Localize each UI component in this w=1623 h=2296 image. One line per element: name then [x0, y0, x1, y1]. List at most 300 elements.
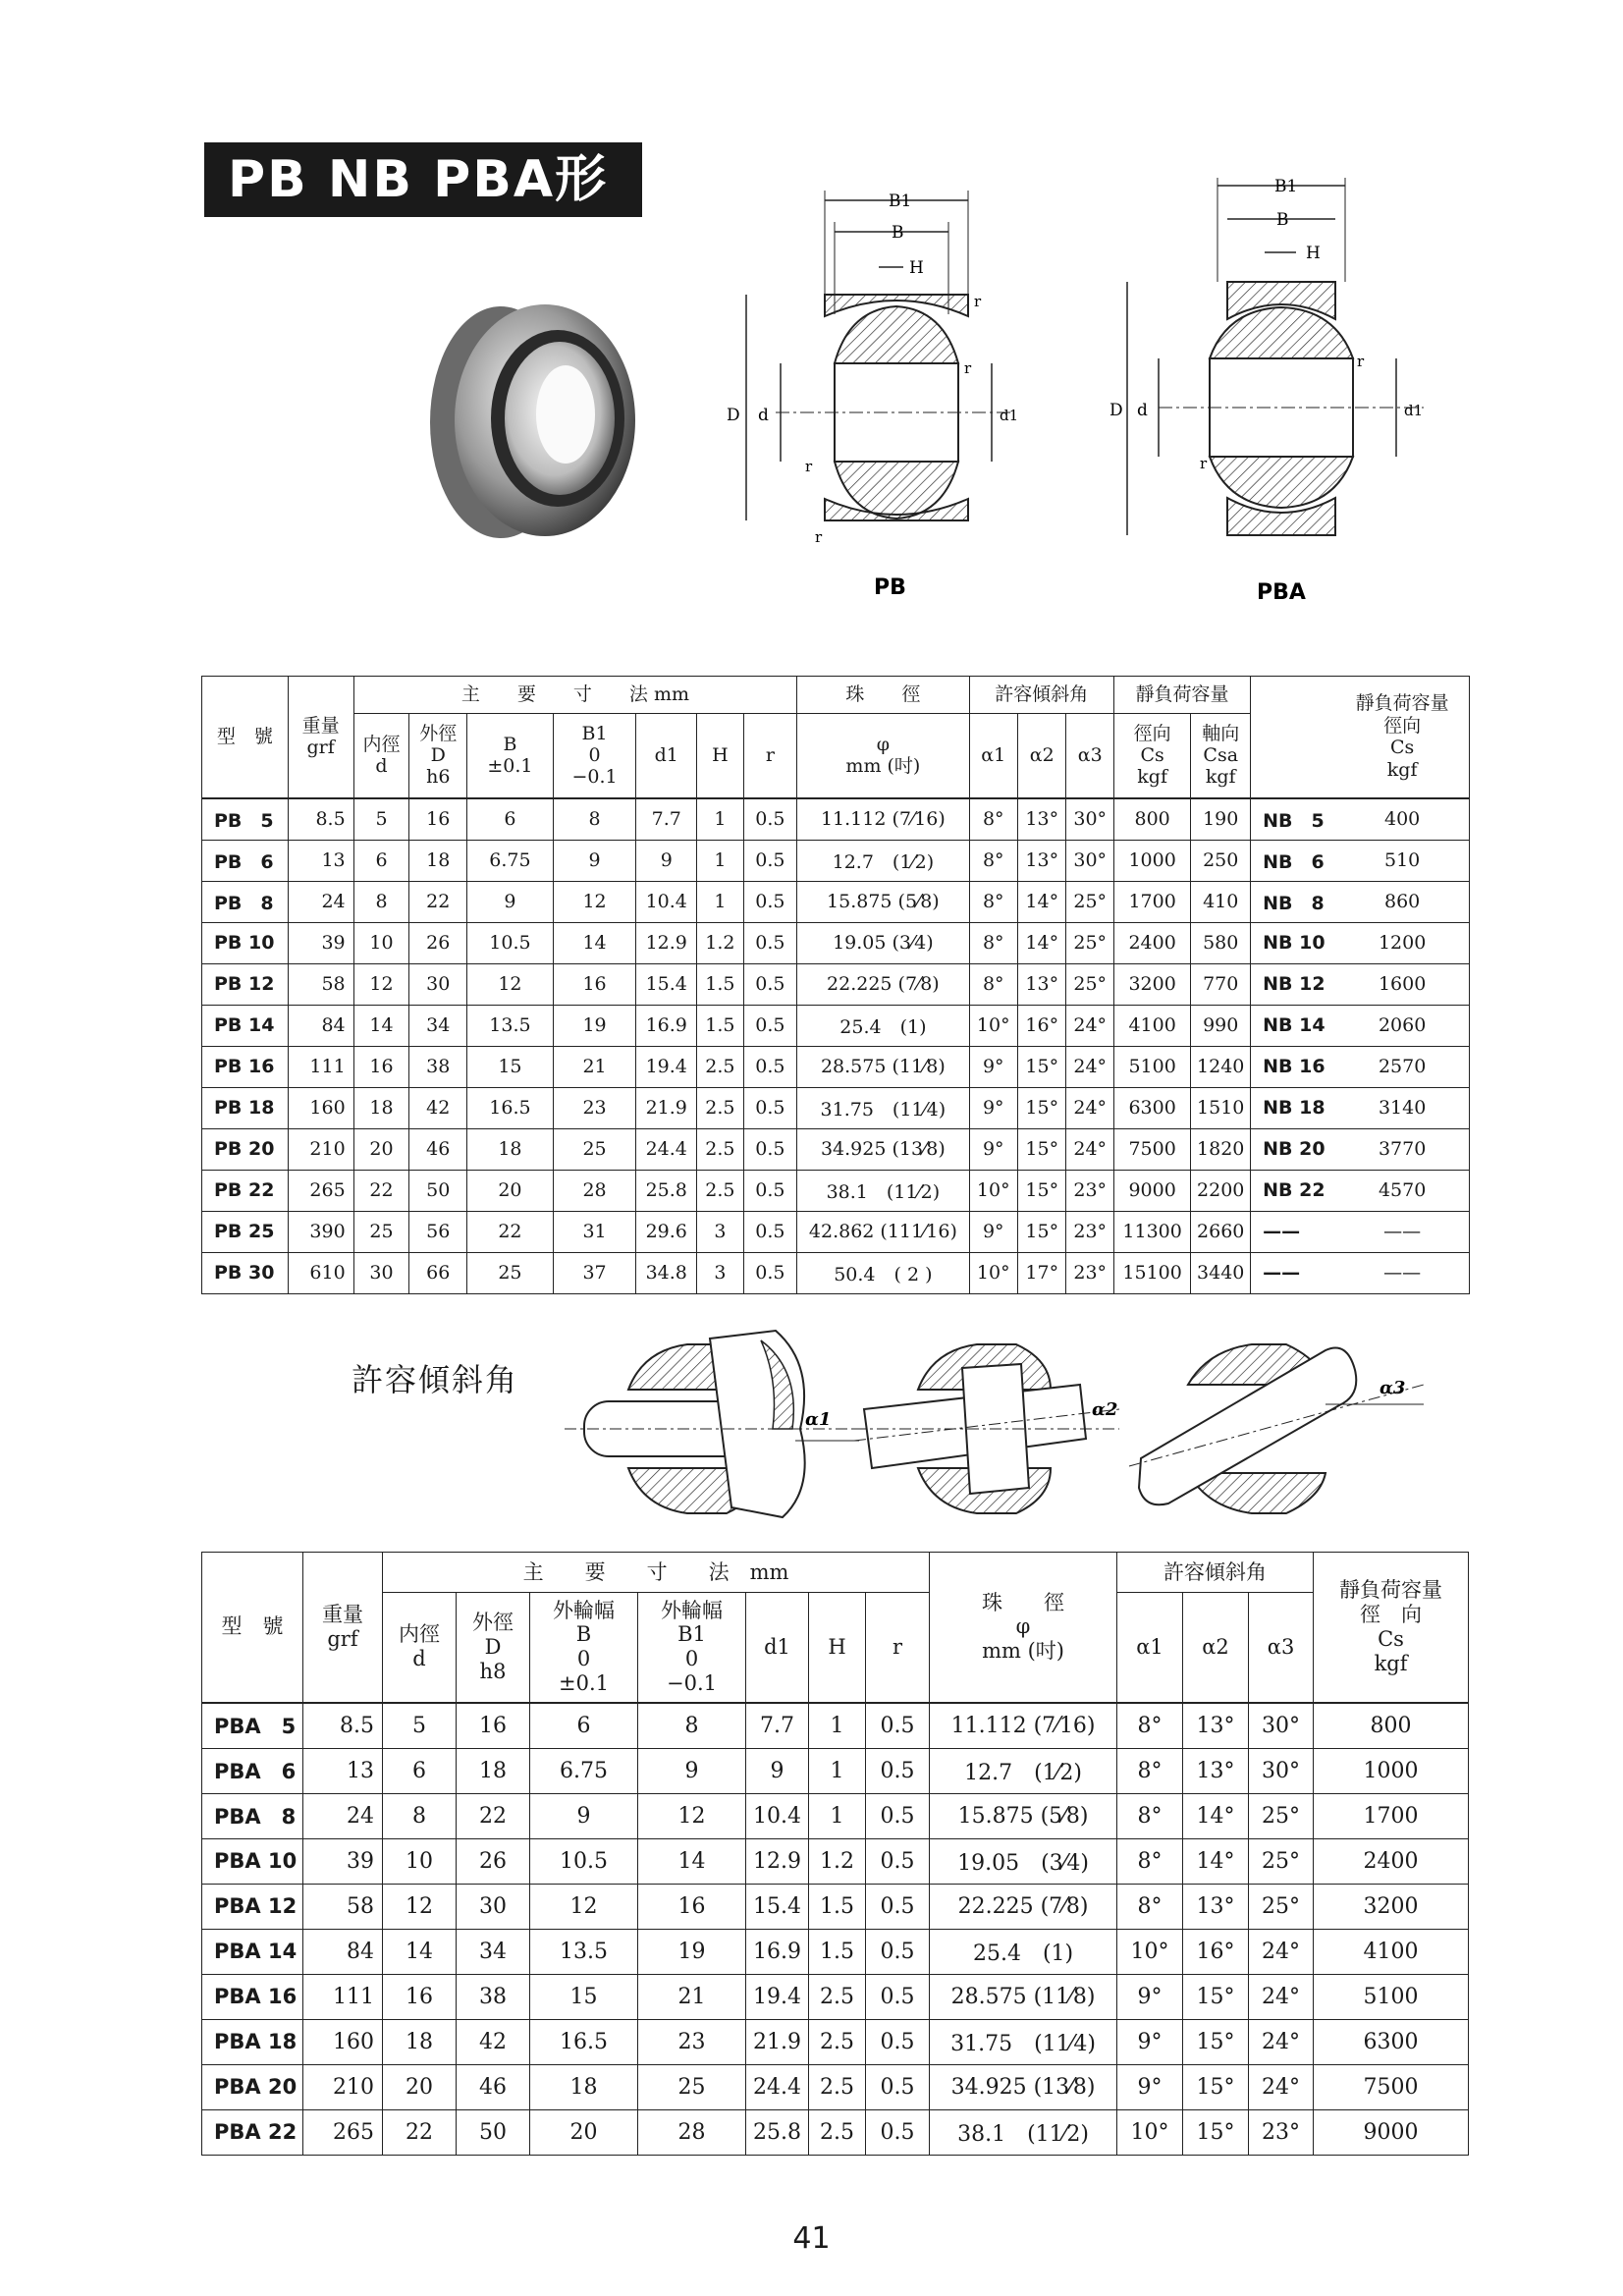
- tilt-angle-title: 許容傾斜角: [352, 1361, 519, 1398]
- pba-b-cell: 15: [530, 1974, 638, 2019]
- pba-h-cell: 1.2: [809, 1838, 866, 1884]
- pb-a1-cell: 8°: [969, 881, 1017, 922]
- pb-dim-b1: B1: [889, 191, 912, 211]
- pba-ball-cell: 15.875 (5⁄8): [930, 1793, 1117, 1838]
- pba-inner-cell: 8: [383, 1793, 457, 1838]
- pba-a3-cell: 24°: [1249, 2064, 1314, 2109]
- pb-col-radial: 徑向 Cs kgf: [1113, 714, 1190, 798]
- pba-d1-cell: 10.4: [746, 1793, 809, 1838]
- pb-weight-cell: 610: [288, 1252, 353, 1293]
- pb-ball-cell: 15.875 (5⁄8): [797, 881, 969, 922]
- pb-a1-cell: 9°: [969, 1087, 1017, 1128]
- pba-model-cell: PBA 20: [202, 2064, 303, 2109]
- pb-a1-cell: 9°: [969, 1128, 1017, 1170]
- pba-weight-cell: 160: [303, 2019, 383, 2064]
- pb-outer-cell: 66: [409, 1252, 467, 1293]
- pba-weight-cell: 58: [303, 1884, 383, 1929]
- pb-d1-cell: 9: [636, 840, 697, 881]
- pba-d1-cell: 19.4: [746, 1974, 809, 2019]
- pb-csa-cell: 250: [1191, 840, 1251, 881]
- pb-a3-cell: 24°: [1066, 1005, 1113, 1046]
- pb-nb-cs-cell: 1600: [1335, 963, 1469, 1005]
- pb-cs-cell: 6300: [1113, 1087, 1190, 1128]
- pb-a3-cell: 25°: [1066, 963, 1113, 1005]
- pba-outer-cell: 26: [457, 1838, 530, 1884]
- pba-ball-cell: 22.225 (7⁄8): [930, 1884, 1117, 1929]
- pb-r-cell: 0.5: [743, 1046, 797, 1087]
- pb-col-a2: α2: [1018, 714, 1066, 798]
- pb-inner-cell: 22: [353, 1170, 409, 1211]
- table-row: [202, 1793, 1469, 1838]
- pb-a3-cell: 25°: [1066, 881, 1113, 922]
- pb-model-cell: PB 10: [202, 922, 289, 963]
- pb-nb-cs-cell: 3140: [1335, 1087, 1469, 1128]
- pba-b-cell: 18: [530, 2064, 638, 2109]
- pb-cs-cell: 15100: [1113, 1252, 1190, 1293]
- pb-outer-cell: 42: [409, 1087, 467, 1128]
- pb-b1-cell: 8: [553, 798, 636, 841]
- pba-cs-cell: 800: [1314, 1703, 1469, 1749]
- pb-b-cell: 25: [467, 1252, 554, 1293]
- pb-model-cell: PB 16: [202, 1046, 289, 1087]
- pba-weight-cell: 13: [303, 1748, 383, 1793]
- pba-cs-cell: 9000: [1314, 2109, 1469, 2155]
- pba-r-cell: 0.5: [866, 1929, 930, 1974]
- pb-nb-cs-cell: 1200: [1335, 922, 1469, 963]
- pba-d1-cell: 12.9: [746, 1838, 809, 1884]
- pb-figure-label: PB: [874, 575, 906, 600]
- pb-drawing: [717, 177, 1019, 609]
- pb-a2-cell: 15°: [1018, 1170, 1066, 1211]
- pb-b1-cell: 28: [553, 1170, 636, 1211]
- pb-r-cell: 0.5: [743, 1128, 797, 1170]
- pb-nb-cs-cell: 4570: [1335, 1170, 1469, 1211]
- tilt-label-a3: α3: [1380, 1378, 1406, 1398]
- pba-d1-cell: 25.8: [746, 2109, 809, 2155]
- pb-weight-cell: 13: [288, 840, 353, 881]
- pba-figure-label: PBA: [1257, 580, 1306, 605]
- pb-a1-cell: 9°: [969, 1046, 1017, 1087]
- pb-nb-model-cell: NB 22: [1251, 1170, 1336, 1211]
- table-row: [202, 1884, 1469, 1929]
- pb-a3-cell: 30°: [1066, 840, 1113, 881]
- pb-b1-cell: 12: [553, 881, 636, 922]
- pba-a3-cell: 25°: [1249, 1838, 1314, 1884]
- pba-a1-cell: 9°: [1117, 1974, 1183, 2019]
- pb-table-body: [202, 798, 1470, 1294]
- pb-ball-cell: 25.4 (1): [797, 1005, 969, 1046]
- pb-weight-cell: 160: [288, 1087, 353, 1128]
- pb-ball-cell: 34.925 (13⁄8): [797, 1128, 969, 1170]
- pb-nb-model-cell: NB 16: [1251, 1046, 1336, 1087]
- pb-inner-cell: 14: [353, 1005, 409, 1046]
- pb-r-cell: 0.5: [743, 840, 797, 881]
- pba-weight-cell: 24: [303, 1793, 383, 1838]
- pb-b-cell: 20: [467, 1170, 554, 1211]
- pba-spec-table: [201, 1552, 1469, 2156]
- pba-cs-cell: 1000: [1314, 1748, 1469, 1793]
- table-row: [202, 1703, 1469, 1749]
- pba-dim-D: D: [1109, 401, 1123, 420]
- pb-d1-cell: 21.9: [636, 1087, 697, 1128]
- pb-col-b: B ±0.1: [467, 714, 554, 798]
- pba-h-cell: 1.5: [809, 1929, 866, 1974]
- pb-dim-D: D: [727, 406, 740, 425]
- pba-col-outer: 外徑 D h8: [457, 1593, 530, 1703]
- table-row: [202, 881, 1470, 922]
- pba-a2-cell: 15°: [1183, 2064, 1249, 2109]
- pba-d1-cell: 16.9: [746, 1929, 809, 1974]
- pb-r-cell: 0.5: [743, 1005, 797, 1046]
- pb-dim-d: d: [758, 406, 769, 425]
- pb-col-b1: B1 0 −0.1: [553, 714, 636, 798]
- pba-outer-cell: 18: [457, 1748, 530, 1793]
- pb-r-cell: 0.5: [743, 1170, 797, 1211]
- pb-col-nb-static: 靜負荷容量 徑向 Cs kgf: [1335, 677, 1469, 798]
- pb-b1-cell: 19: [553, 1005, 636, 1046]
- pb-h-cell: 2.5: [697, 1170, 743, 1211]
- pba-a2-cell: 14°: [1183, 1838, 1249, 1884]
- pba-a3-cell: 25°: [1249, 1884, 1314, 1929]
- pb-inner-cell: 16: [353, 1046, 409, 1087]
- pba-col-inner: 内徑 d: [383, 1593, 457, 1703]
- pba-ball-cell: 28.575 (11⁄8): [930, 1974, 1117, 2019]
- pba-outer-cell: 30: [457, 1884, 530, 1929]
- pb-outer-cell: 30: [409, 963, 467, 1005]
- pba-inner-cell: 22: [383, 2109, 457, 2155]
- pba-a1-cell: 9°: [1117, 2064, 1183, 2109]
- pb-d1-cell: 24.4: [636, 1128, 697, 1170]
- pba-model-cell: PBA 12: [202, 1884, 303, 1929]
- pba-inner-cell: 16: [383, 1974, 457, 2019]
- tilt-diagram-3: [1129, 1344, 1424, 1513]
- pb-csa-cell: 2660: [1191, 1211, 1251, 1252]
- pb-outer-cell: 50: [409, 1170, 467, 1211]
- pb-a1-cell: 10°: [969, 1252, 1017, 1293]
- pb-ball-cell: 19.05 (3⁄4): [797, 922, 969, 963]
- pb-weight-cell: 265: [288, 1170, 353, 1211]
- pb-a2-cell: 17°: [1018, 1252, 1066, 1293]
- tilt-diagram-1: [565, 1331, 859, 1517]
- pb-inner-cell: 25: [353, 1211, 409, 1252]
- pb-col-r: r: [743, 714, 797, 798]
- pba-r-cell: 0.5: [866, 2109, 930, 2155]
- pba-ball-cell: 19.05 (3⁄4): [930, 1838, 1117, 1884]
- pba-ball-cell: 11.112 (7⁄16): [930, 1703, 1117, 1749]
- pb-dim-r: r: [964, 359, 972, 377]
- pb-cs-cell: 9000: [1113, 1170, 1190, 1211]
- pba-a1-cell: 9°: [1117, 2019, 1183, 2064]
- pb-col-h: H: [697, 714, 743, 798]
- pb-h-cell: 2.5: [697, 1046, 743, 1087]
- pb-nb-model-cell: ——: [1251, 1211, 1336, 1252]
- pb-ball-cell: 12.7 (1⁄2): [797, 840, 969, 881]
- pb-h-cell: 3: [697, 1211, 743, 1252]
- pb-inner-cell: 5: [353, 798, 409, 841]
- pb-csa-cell: 1240: [1191, 1046, 1251, 1087]
- table-row: [202, 2019, 1469, 2064]
- pba-r-cell: 0.5: [866, 1793, 930, 1838]
- pb-a3-cell: 24°: [1066, 1046, 1113, 1087]
- pba-a1-cell: 8°: [1117, 1838, 1183, 1884]
- pb-nb-cs-cell: 2060: [1335, 1005, 1469, 1046]
- pba-model-cell: PBA 6: [202, 1748, 303, 1793]
- pb-inner-cell: 8: [353, 881, 409, 922]
- pb-model-cell: PB 30: [202, 1252, 289, 1293]
- pba-dim-b: B: [1276, 210, 1289, 230]
- pb-ball-cell: 38.1 (11⁄2): [797, 1170, 969, 1211]
- table-row: [202, 1170, 1470, 1211]
- pba-b-cell: 16.5: [530, 2019, 638, 2064]
- pba-a2-cell: 15°: [1183, 1974, 1249, 2019]
- pb-cs-cell: 800: [1113, 798, 1190, 841]
- pb-a1-cell: 10°: [969, 1170, 1017, 1211]
- table-row: [202, 1046, 1470, 1087]
- table-row: [202, 2109, 1469, 2155]
- pba-col-b1: 外輪幅 B1 0 −0.1: [638, 1593, 746, 1703]
- pba-weight-cell: 265: [303, 2109, 383, 2155]
- pb-model-cell: PB 12: [202, 963, 289, 1005]
- pb-a2-cell: 15°: [1018, 1046, 1066, 1087]
- pba-h-cell: 2.5: [809, 2064, 866, 2109]
- pba-cs-cell: 4100: [1314, 1929, 1469, 1974]
- pba-outer-cell: 22: [457, 1793, 530, 1838]
- pba-b1-cell: 23: [638, 2019, 746, 2064]
- pba-inner-cell: 6: [383, 1748, 457, 1793]
- table-row: [202, 1211, 1470, 1252]
- pba-a3-cell: 25°: [1249, 1793, 1314, 1838]
- pb-ball-cell: 42.862 (111⁄16): [797, 1211, 969, 1252]
- pb-col-main-dims: 主 要 寸 法 mm: [353, 677, 797, 714]
- pba-model-cell: PBA 5: [202, 1703, 303, 1749]
- pb-r-cell: 0.5: [743, 1252, 797, 1293]
- pb-nb-cs-cell: 3770: [1335, 1128, 1469, 1170]
- pb-cs-cell: 1700: [1113, 881, 1190, 922]
- pba-ball-cell: 38.1 (11⁄2): [930, 2109, 1117, 2155]
- pb-a2-cell: 13°: [1018, 963, 1066, 1005]
- pb-b-cell: 6: [467, 798, 554, 841]
- pba-b1-cell: 25: [638, 2064, 746, 2109]
- pb-cs-cell: 7500: [1113, 1128, 1190, 1170]
- pba-a3-cell: 23°: [1249, 2109, 1314, 2155]
- pb-spec-table: [201, 676, 1470, 1294]
- table-row: [202, 1128, 1470, 1170]
- pba-ball-cell: 34.925 (13⁄8): [930, 2064, 1117, 2109]
- pb-ball-cell: 11.112 (7⁄16): [797, 798, 969, 841]
- pba-a3-cell: 24°: [1249, 1974, 1314, 2019]
- pba-a1-cell: 8°: [1117, 1884, 1183, 1929]
- pb-outer-cell: 34: [409, 1005, 467, 1046]
- pb-model-cell: PB 5: [202, 798, 289, 841]
- pba-weight-cell: 39: [303, 1838, 383, 1884]
- pba-outer-cell: 50: [457, 2109, 530, 2155]
- pb-dim-r: r: [974, 293, 982, 310]
- pb-model-cell: PB 6: [202, 840, 289, 881]
- pba-a3-cell: 24°: [1249, 1929, 1314, 1974]
- pb-r-cell: 0.5: [743, 881, 797, 922]
- pb-inner-cell: 18: [353, 1087, 409, 1128]
- pb-inner-cell: 20: [353, 1128, 409, 1170]
- pb-col-axial: 軸向 Csa kgf: [1191, 714, 1251, 798]
- pba-dim-h: H: [1306, 244, 1321, 263]
- pb-a2-cell: 14°: [1018, 922, 1066, 963]
- bearing-photo: [412, 285, 648, 550]
- pb-a3-cell: 24°: [1066, 1128, 1113, 1170]
- pba-ball-cell: 25.4 (1): [930, 1929, 1117, 1974]
- pb-csa-cell: 410: [1191, 881, 1251, 922]
- pb-outer-cell: 38: [409, 1046, 467, 1087]
- pb-col-d1: d1: [636, 714, 697, 798]
- pba-h-cell: 1.5: [809, 1884, 866, 1929]
- pba-b1-cell: 8: [638, 1703, 746, 1749]
- table-row: [202, 1087, 1470, 1128]
- pba-inner-cell: 12: [383, 1884, 457, 1929]
- pb-a2-cell: 14°: [1018, 881, 1066, 922]
- pba-outer-cell: 46: [457, 2064, 530, 2109]
- pba-a1-cell: 8°: [1117, 1703, 1183, 1749]
- table-row: [202, 2064, 1469, 2109]
- pba-col-main-dims: 主 要 寸 法 mm: [383, 1553, 930, 1593]
- table-row: [202, 922, 1470, 963]
- pba-b1-cell: 9: [638, 1748, 746, 1793]
- pba-dim-d: d: [1137, 401, 1148, 420]
- pba-ball-cell: 31.75 (11⁄4): [930, 2019, 1117, 2064]
- pba-col-a3: α3: [1249, 1593, 1314, 1703]
- pb-r-cell: 0.5: [743, 963, 797, 1005]
- pb-h-cell: 2.5: [697, 1128, 743, 1170]
- pb-csa-cell: 2200: [1191, 1170, 1251, 1211]
- pb-h-cell: 1.2: [697, 922, 743, 963]
- pb-csa-cell: 190: [1191, 798, 1251, 841]
- pb-nb-cs-cell: ——: [1335, 1211, 1469, 1252]
- pba-a2-cell: 15°: [1183, 2019, 1249, 2064]
- table-row: [202, 1929, 1469, 1974]
- pb-nb-model-cell: NB 5: [1251, 798, 1336, 841]
- pb-model-cell: PB 22: [202, 1170, 289, 1211]
- pb-outer-cell: 26: [409, 922, 467, 963]
- pba-col-a2: α2: [1183, 1593, 1249, 1703]
- pb-b-cell: 12: [467, 963, 554, 1005]
- pb-csa-cell: 990: [1191, 1005, 1251, 1046]
- pba-d1-cell: 21.9: [746, 2019, 809, 2064]
- pba-model-cell: PBA 22: [202, 2109, 303, 2155]
- pb-a1-cell: 8°: [969, 798, 1017, 841]
- pba-col-tilt: 許容傾斜角: [1117, 1553, 1314, 1593]
- pba-a3-cell: 30°: [1249, 1703, 1314, 1749]
- pb-a3-cell: 23°: [1066, 1170, 1113, 1211]
- pba-col-h: H: [809, 1593, 866, 1703]
- pb-d1-cell: 12.9: [636, 922, 697, 963]
- table-row: [202, 1838, 1469, 1884]
- pba-dim-b1: B1: [1274, 177, 1298, 196]
- pb-outer-cell: 18: [409, 840, 467, 881]
- pb-nb-model-cell: NB 6: [1251, 840, 1336, 881]
- pb-dim-b: B: [892, 223, 904, 243]
- pb-a3-cell: 30°: [1066, 798, 1113, 841]
- pb-h-cell: 2.5: [697, 1087, 743, 1128]
- pb-csa-cell: 1510: [1191, 1087, 1251, 1128]
- pba-col-static: 靜負荷容量 徑 向 Cs kgf: [1314, 1553, 1469, 1703]
- pb-inner-cell: 30: [353, 1252, 409, 1293]
- pb-a2-cell: 15°: [1018, 1211, 1066, 1252]
- pba-dim-r: r: [1200, 455, 1208, 472]
- pb-weight-cell: 111: [288, 1046, 353, 1087]
- tilt-angle-diagrams: [565, 1331, 1429, 1532]
- pba-r-cell: 0.5: [866, 1974, 930, 2019]
- tilt-label-a1: α1: [805, 1409, 832, 1430]
- pba-h-cell: 2.5: [809, 2109, 866, 2155]
- pba-r-cell: 0.5: [866, 1703, 930, 1749]
- pb-inner-cell: 12: [353, 963, 409, 1005]
- tilt-label-a2: α2: [1092, 1399, 1118, 1420]
- pb-col-ball-unit: φ mm (吋): [797, 714, 969, 798]
- pba-dim-d1: d1: [1404, 402, 1424, 419]
- pb-a1-cell: 8°: [969, 922, 1017, 963]
- pb-b1-cell: 31: [553, 1211, 636, 1252]
- pba-col-d1: d1: [746, 1593, 809, 1703]
- pb-csa-cell: 770: [1191, 963, 1251, 1005]
- pba-col-b: 外輪幅 B 0 ±0.1: [530, 1593, 638, 1703]
- pb-dim-r: r: [815, 528, 823, 546]
- pba-cs-cell: 3200: [1314, 1884, 1469, 1929]
- pb-d1-cell: 16.9: [636, 1005, 697, 1046]
- pba-table-body: [202, 1703, 1469, 2156]
- pb-a2-cell: 15°: [1018, 1128, 1066, 1170]
- pb-inner-cell: 10: [353, 922, 409, 963]
- pb-b1-cell: 9: [553, 840, 636, 881]
- pba-a2-cell: 16°: [1183, 1929, 1249, 1974]
- pba-b-cell: 10.5: [530, 1838, 638, 1884]
- pb-nb-model-cell: ——: [1251, 1252, 1336, 1293]
- pba-d1-cell: 15.4: [746, 1884, 809, 1929]
- pba-h-cell: 1: [809, 1793, 866, 1838]
- pb-col-outer: 外徑 D h6: [409, 714, 467, 798]
- pb-model-cell: PB 20: [202, 1128, 289, 1170]
- pb-a2-cell: 16°: [1018, 1005, 1066, 1046]
- pba-a3-cell: 30°: [1249, 1748, 1314, 1793]
- pb-h-cell: 1: [697, 840, 743, 881]
- pb-col-nb: [1251, 677, 1336, 798]
- pb-d1-cell: 15.4: [636, 963, 697, 1005]
- pb-b-cell: 18: [467, 1128, 554, 1170]
- pb-model-cell: PB 18: [202, 1087, 289, 1128]
- pba-model-cell: PBA 10: [202, 1838, 303, 1884]
- pba-h-cell: 2.5: [809, 2019, 866, 2064]
- pba-col-r: r: [866, 1593, 930, 1703]
- pb-outer-cell: 22: [409, 881, 467, 922]
- pb-cs-cell: 2400: [1113, 922, 1190, 963]
- pba-b-cell: 12: [530, 1884, 638, 1929]
- pb-ball-cell: 31.75 (11⁄4): [797, 1087, 969, 1128]
- pb-b-cell: 6.75: [467, 840, 554, 881]
- pb-dim-d1: d1: [1000, 407, 1019, 424]
- pb-nb-cs-cell: 860: [1335, 881, 1469, 922]
- pb-a1-cell: 8°: [969, 963, 1017, 1005]
- pb-nb-model-cell: NB 10: [1251, 922, 1336, 963]
- pb-cs-cell: 11300: [1113, 1211, 1190, 1252]
- pb-weight-cell: 84: [288, 1005, 353, 1046]
- pba-h-cell: 1: [809, 1748, 866, 1793]
- pb-r-cell: 0.5: [743, 1087, 797, 1128]
- pb-ball-cell: 50.4 ( 2 ): [797, 1252, 969, 1293]
- pba-inner-cell: 18: [383, 2019, 457, 2064]
- table-row: [202, 840, 1470, 881]
- pba-cs-cell: 1700: [1314, 1793, 1469, 1838]
- pba-model-cell: PBA 18: [202, 2019, 303, 2064]
- pb-nb-model-cell: NB 8: [1251, 881, 1336, 922]
- pba-col-a1: α1: [1117, 1593, 1183, 1703]
- pb-outer-cell: 46: [409, 1128, 467, 1170]
